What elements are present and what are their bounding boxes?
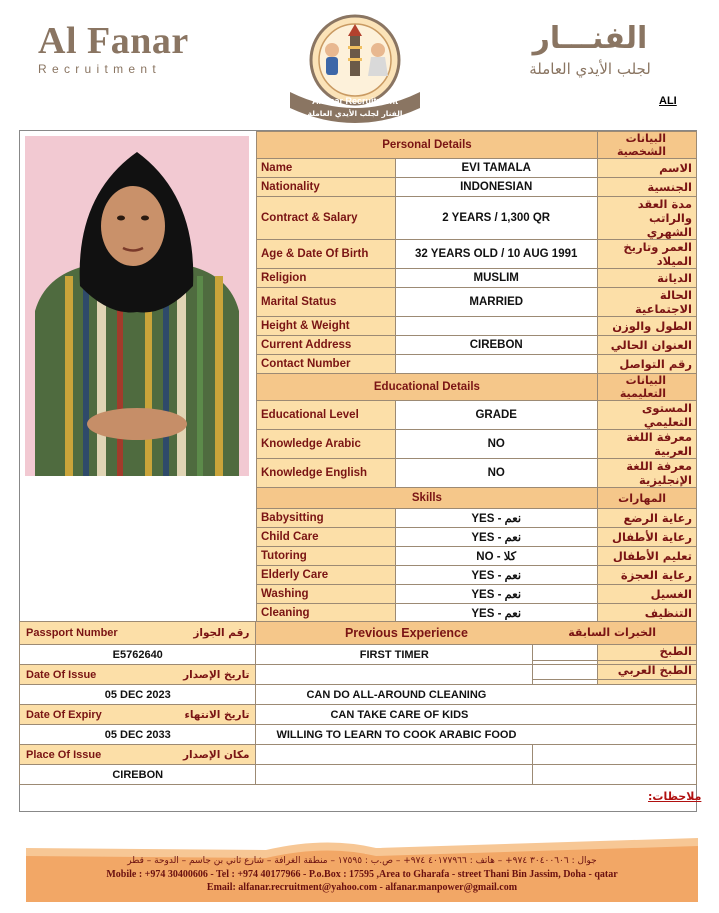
personal-row: [257, 288, 697, 317]
date-of-expiry-label: Date Of Expiry تاريخ الانتهاء: [20, 705, 256, 725]
field-label-arabic: العمر وتاريخ الميلاد: [597, 240, 696, 269]
field-label: Religion: [257, 269, 396, 288]
skills-header: [257, 488, 697, 509]
date-of-expiry: 05 DEC 2033: [20, 725, 256, 745]
field-label-arabic: الطبخ العربي: [597, 661, 696, 680]
experience-row: [256, 665, 533, 685]
personal-row: [257, 269, 697, 288]
experience-row: [256, 745, 533, 765]
field-value: NO - كلا: [395, 547, 597, 566]
experience-row: FIRST TIMER: [256, 645, 533, 665]
personal-title-ar: البيانات الشخصية: [597, 132, 696, 159]
field-value: [395, 355, 597, 374]
skills-title-en: Skills: [257, 488, 598, 509]
field-label: Marital Status: [257, 288, 396, 317]
personal-row: [257, 159, 697, 178]
footer-contact: [26, 855, 698, 894]
company-seal-logo: [282, 12, 428, 124]
experience-title-en: Previous Experience: [344, 626, 468, 640]
field-label-arabic: الاسم: [597, 159, 696, 178]
field-label: Babysitting: [257, 509, 396, 528]
skill-row: [257, 509, 697, 528]
details-table: [256, 131, 697, 699]
field-label-arabic: الطبخ: [597, 642, 696, 661]
field-value: MARRIED: [395, 288, 597, 317]
personal-details-header: [257, 132, 697, 159]
personal-row: [257, 240, 697, 269]
field-label: Elderly Care: [257, 566, 396, 585]
education-row: [257, 459, 697, 488]
field-value: 2 YEARS / 1,300 QR: [395, 197, 597, 240]
personal-row: [257, 355, 697, 374]
field-label: Nationality: [257, 178, 396, 197]
place-of-issue-label: Place Of Issue مكان الإصدار: [20, 745, 256, 765]
field-label: Knowledge Arabic: [257, 430, 396, 459]
field-value: GRADE: [395, 401, 597, 430]
experience-row: CAN DO ALL-AROUND CLEANING: [256, 685, 697, 705]
personal-row: [257, 197, 697, 240]
field-label-arabic: العنوان الحالي: [597, 336, 696, 355]
agent-code: ALI: [659, 95, 677, 107]
experience-row: [256, 765, 533, 785]
personal-row: [257, 178, 697, 197]
field-value: YES - نعم: [395, 585, 597, 604]
personal-row: [257, 317, 697, 336]
field-label-arabic: معرفة اللغة الإنجليزية: [597, 459, 696, 488]
field-value: [395, 317, 597, 336]
field-value: YES - نعم: [395, 566, 597, 585]
field-value: NO: [395, 430, 597, 459]
field-label: Washing: [257, 585, 396, 604]
skill-row: [257, 585, 697, 604]
passport-number: E5762640: [20, 645, 256, 665]
field-value: YES - نعم: [395, 604, 597, 623]
field-value: YES - نعم: [395, 528, 597, 547]
field-label: Cleaning: [257, 604, 396, 623]
field-label-arabic: معرفة اللغة العربية: [597, 430, 696, 459]
place-of-issue: CIREBON: [20, 765, 256, 785]
education-title-en: Educational Details: [257, 374, 598, 401]
personal-title-en: Personal Details: [257, 132, 598, 159]
remarks-label: ملاحظات:: [648, 790, 702, 803]
field-label-arabic: الديانة: [597, 269, 696, 288]
logo-english: [38, 22, 189, 76]
field-label-arabic: الحالة الاجتماعية: [597, 288, 696, 317]
field-label-arabic: رعاية العجزة: [597, 566, 696, 585]
education-row: [257, 401, 697, 430]
passport-experience-table: [19, 621, 697, 785]
footer-arabic: جوال : ٣٠٤٠٠٦٠٦ ٩٧٤+ – هاتف : ٤٠١٧٧٩٦٦ ٩٧٤+ – ص.ب : ١٧٥٩٥ – منطقة الغرافة – شارع ثاني بن جاسم – الدوحة – قطر: [127, 856, 597, 866]
field-label-arabic: الغسيل: [597, 585, 696, 604]
field-label-arabic: رقم التواصل: [597, 355, 696, 374]
education-title-ar: البيانات التعليمية: [597, 374, 696, 401]
experience-header: [256, 622, 697, 645]
field-label-arabic: التنظيف: [597, 604, 696, 623]
field-label: Current Address: [257, 336, 396, 355]
skill-row: [257, 528, 697, 547]
candidate-photo: [25, 136, 249, 476]
date-of-issue-label: Date Of Issue تاريخ الإصدار: [20, 665, 256, 685]
field-label: Educational Level: [257, 401, 396, 430]
field-label: Contact Number: [257, 355, 396, 374]
experience-row: CAN TAKE CARE OF KIDS: [256, 705, 697, 725]
field-label-arabic: الجنسية: [597, 178, 696, 197]
field-label-arabic: رعاية الرضع: [597, 509, 696, 528]
experience-row: WILLING TO LEARN TO COOK ARABIC FOOD: [256, 725, 697, 745]
field-label: Knowledge English: [257, 459, 396, 488]
seal-bottom-text: الفنار لجلب الأيدي العاملة: [307, 109, 403, 118]
field-value: MUSLIM: [395, 269, 597, 288]
field-label-arabic: المستوى التعليمي: [597, 401, 696, 430]
education-details-header: [257, 374, 697, 401]
footer-email: Email: alfanar.recruitment@yahoo.com - alfanar.manpower@gmail.com: [206, 882, 518, 893]
field-label-arabic: مدة العقد والراتب الشهري: [597, 197, 696, 240]
skill-row: [257, 547, 697, 566]
skill-row: [257, 604, 697, 623]
passport-number-label: Passport Number رقم الجواز: [20, 622, 256, 645]
footer-english: Mobile : +974 30400606 - Tel : +974 40177966 - P.o.Box : 17595 ,Area to Gharafa - street Thani Bin Jassim, Doha - qatar: [106, 869, 618, 880]
field-label: Contract & Salary: [257, 197, 396, 240]
field-label: Age & Date Of Birth: [257, 240, 396, 269]
logo-en-main: Al Fanar: [38, 20, 189, 62]
field-value: 32 YEARS OLD / 10 AUG 1991: [395, 240, 597, 269]
logo-en-sub: Recruitment: [38, 62, 161, 76]
field-label: Height & Weight: [257, 317, 396, 336]
skills-title-ar: المهارات: [597, 488, 696, 509]
field-label-arabic: رعاية الأطفال: [597, 528, 696, 547]
logo-ar-main: الفنـــار: [532, 21, 648, 56]
field-value: YES - نعم: [395, 509, 597, 528]
logo-ar-sub: لجلب الأيدي العاملة: [529, 60, 651, 78]
date-of-issue: 05 DEC 2023: [20, 685, 256, 705]
education-row: [257, 430, 697, 459]
field-label: Tutoring: [257, 547, 396, 566]
field-value: CIREBON: [395, 336, 597, 355]
personal-row: [257, 336, 697, 355]
field-value: EVI TAMALA: [395, 159, 597, 178]
logo-arabic: [505, 22, 675, 78]
field-value: NO: [395, 459, 597, 488]
field-label: Name: [257, 159, 396, 178]
skill-row: [257, 566, 697, 585]
field-value: INDONESIAN: [395, 178, 597, 197]
field-label: Child Care: [257, 528, 396, 547]
field-label-arabic: الطول والوزن: [597, 317, 696, 336]
field-label-arabic: تعليم الأطفال: [597, 547, 696, 566]
seal-top-text: Alfanar Recruitment: [311, 96, 399, 106]
experience-title-ar: الخبرات السابقة: [568, 626, 656, 639]
